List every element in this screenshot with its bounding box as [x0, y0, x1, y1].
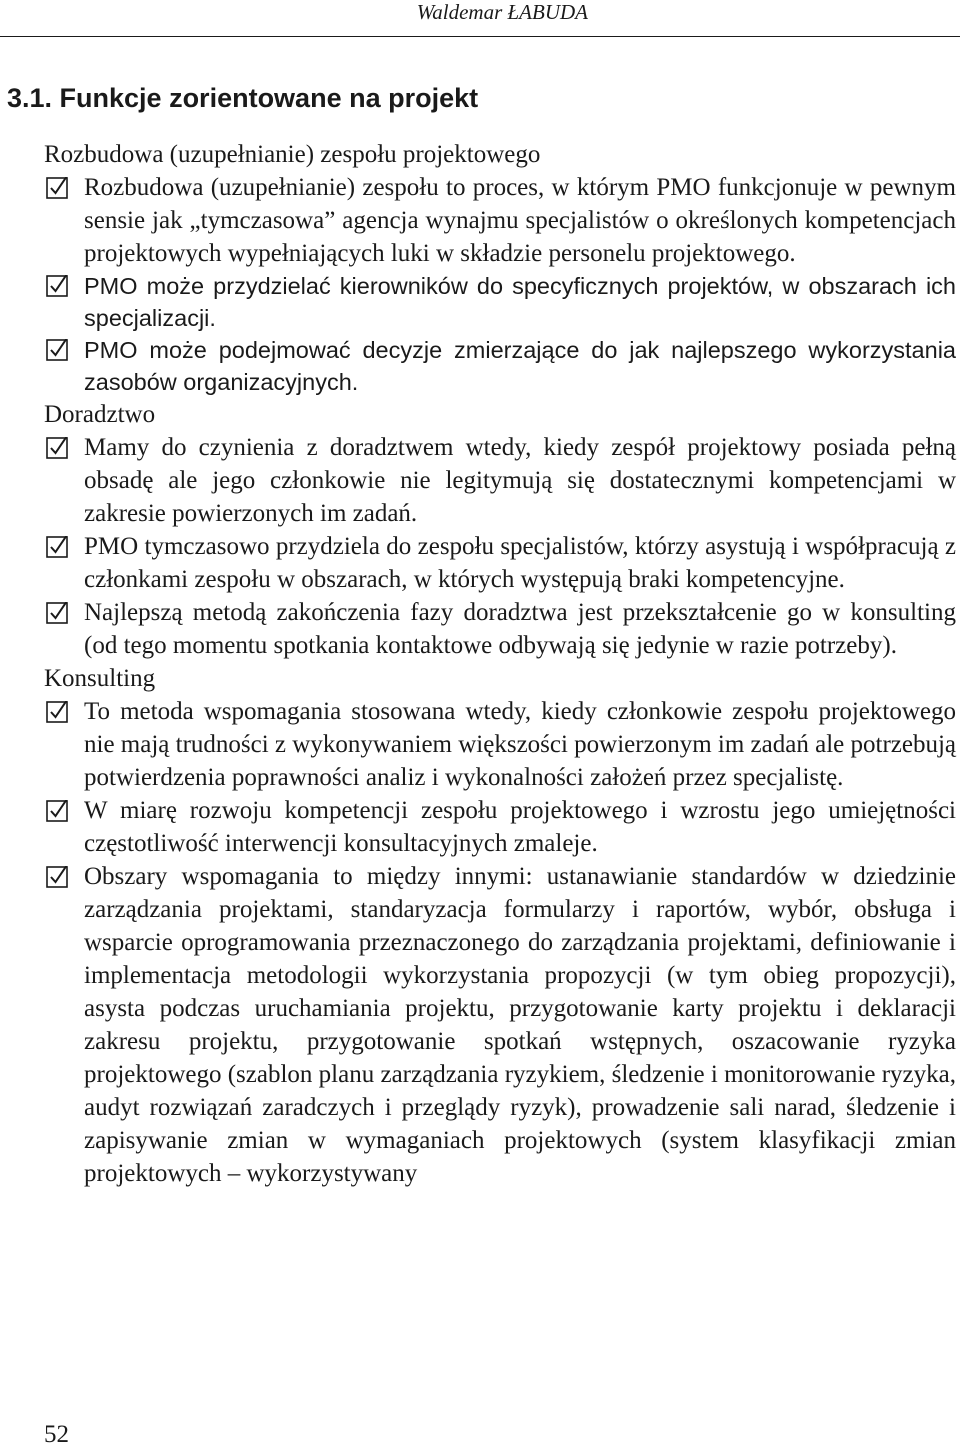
checkbox-checked-icon — [46, 339, 68, 361]
checkbox-checked-icon — [46, 437, 68, 459]
bullet-item — [44, 270, 956, 334]
bullet-text: Obszary wspomagania to między innymi: ustanawianie standardów w dziedzinie zarządzania projektami, standaryzacja formularzy i raportów, wybór, obsługa i wsparcie oprogramowania przeznaczonego do zarządzania projektami, definiowanie i implementacja metodologii wykorzystania propozycji (w tym obieg propozycji), asysta podczas uruchamiania projektu, przygotowanie karty projektu i deklaracji zakresu projektu, przygotowanie spotkań wstępnych, oszacowanie ryzyka projektowego (szablon planu zarządzania ryzykiem, śledzenie i monitorowanie ryzyka, audyt rozwiązań zaradczych i przeglądy ryzyk), prowadzenie sali narad, śledzenie i zapisywanie zmian w wymaganiach projektowych (system klasyfikacji zmian projektowych – wykorzystywany — [84, 863, 956, 1187]
checkbox-checked-icon — [46, 602, 68, 624]
section-title: 3.1. Funkcje zorientowane na projekt — [7, 83, 479, 113]
subheading-konsulting: Konsulting — [44, 665, 156, 692]
running-header: Waldemar ŁABUDA — [416, 0, 588, 24]
bullet-text: PMO może podejmować decyzje zmierzające do jak najlepszego wykorzystania zasobów organizacyjnych. — [84, 337, 956, 395]
bullet-item — [44, 860, 956, 1190]
bullet-text: W miarę rozwoju kompetencji zespołu projektowego i wzrostu jego umiejętności częstotliwość interwencji konsultacyjnych zmaleje. — [84, 797, 956, 857]
page-number: 52 — [44, 1421, 69, 1448]
checkbox-checked-icon — [46, 866, 68, 888]
bullet-item — [44, 431, 956, 530]
bullet-text: Najlepszą metodą zakończenia fazy doradztwa jest przekształcenie go w konsulting (od tego momentu spotkania kontaktowe odbywają się jedynie w razie potrzeby). — [84, 599, 956, 659]
bullet-item — [44, 794, 956, 860]
bullet-item — [44, 171, 956, 270]
group-konsulting — [44, 662, 956, 1190]
bullet-item — [44, 596, 956, 662]
group-rozbudowa — [44, 138, 956, 398]
checkbox-checked-icon — [46, 177, 68, 199]
page-content — [7, 80, 956, 1190]
bullet-text: To metoda wspomagania stosowana wtedy, kiedy członkowie zespołu projektowego nie mają trudności z wykonywaniem większości powierzonym im zadań ale potrzebują potwierdzenia poprawności analiz i wykonalności założeń przez specjalistę. — [84, 698, 956, 791]
subheading-rozbudowa: Rozbudowa (uzupełnianie) zespołu projektowego — [44, 141, 541, 168]
bullet-text: Rozbudowa (uzupełnianie) zespołu to proces, w którym PMO funkcjonuje w pewnym sensie jak „tymczasowa” agencja wynajmu specjalistów o określonych kompetencjach projektowych wypełniających luki w składzie personelu projektowego. — [84, 174, 956, 267]
group-doradztwo — [44, 398, 956, 662]
subheading-doradztwo: Doradztwo — [44, 401, 156, 428]
bullet-text: Mamy do czynienia z doradztwem wtedy, kiedy zespół projektowy posiada pełną obsadę ale jego członkowie nie legitymują się dostatecznymi kompetencjami w zakresie powierzonych im zadań. — [84, 434, 956, 527]
bullet-item — [44, 695, 956, 794]
bullet-item — [44, 530, 956, 596]
checkbox-checked-icon — [46, 800, 68, 822]
checkbox-checked-icon — [46, 536, 68, 558]
checkbox-checked-icon — [46, 701, 68, 723]
bullet-item — [44, 334, 956, 398]
checkbox-checked-icon — [46, 275, 68, 297]
bullet-text: PMO tymczasowo przydziela do zespołu specjalistów, którzy asystują i współpracują z członkami zespołu w obszarach, w których występują braki kompetencyjne. — [84, 533, 956, 593]
bullet-text: PMO może przydzielać kierowników do specyficznych projektów, w obszarach ich specjalizacji. — [84, 273, 956, 331]
header-rule — [0, 36, 960, 37]
